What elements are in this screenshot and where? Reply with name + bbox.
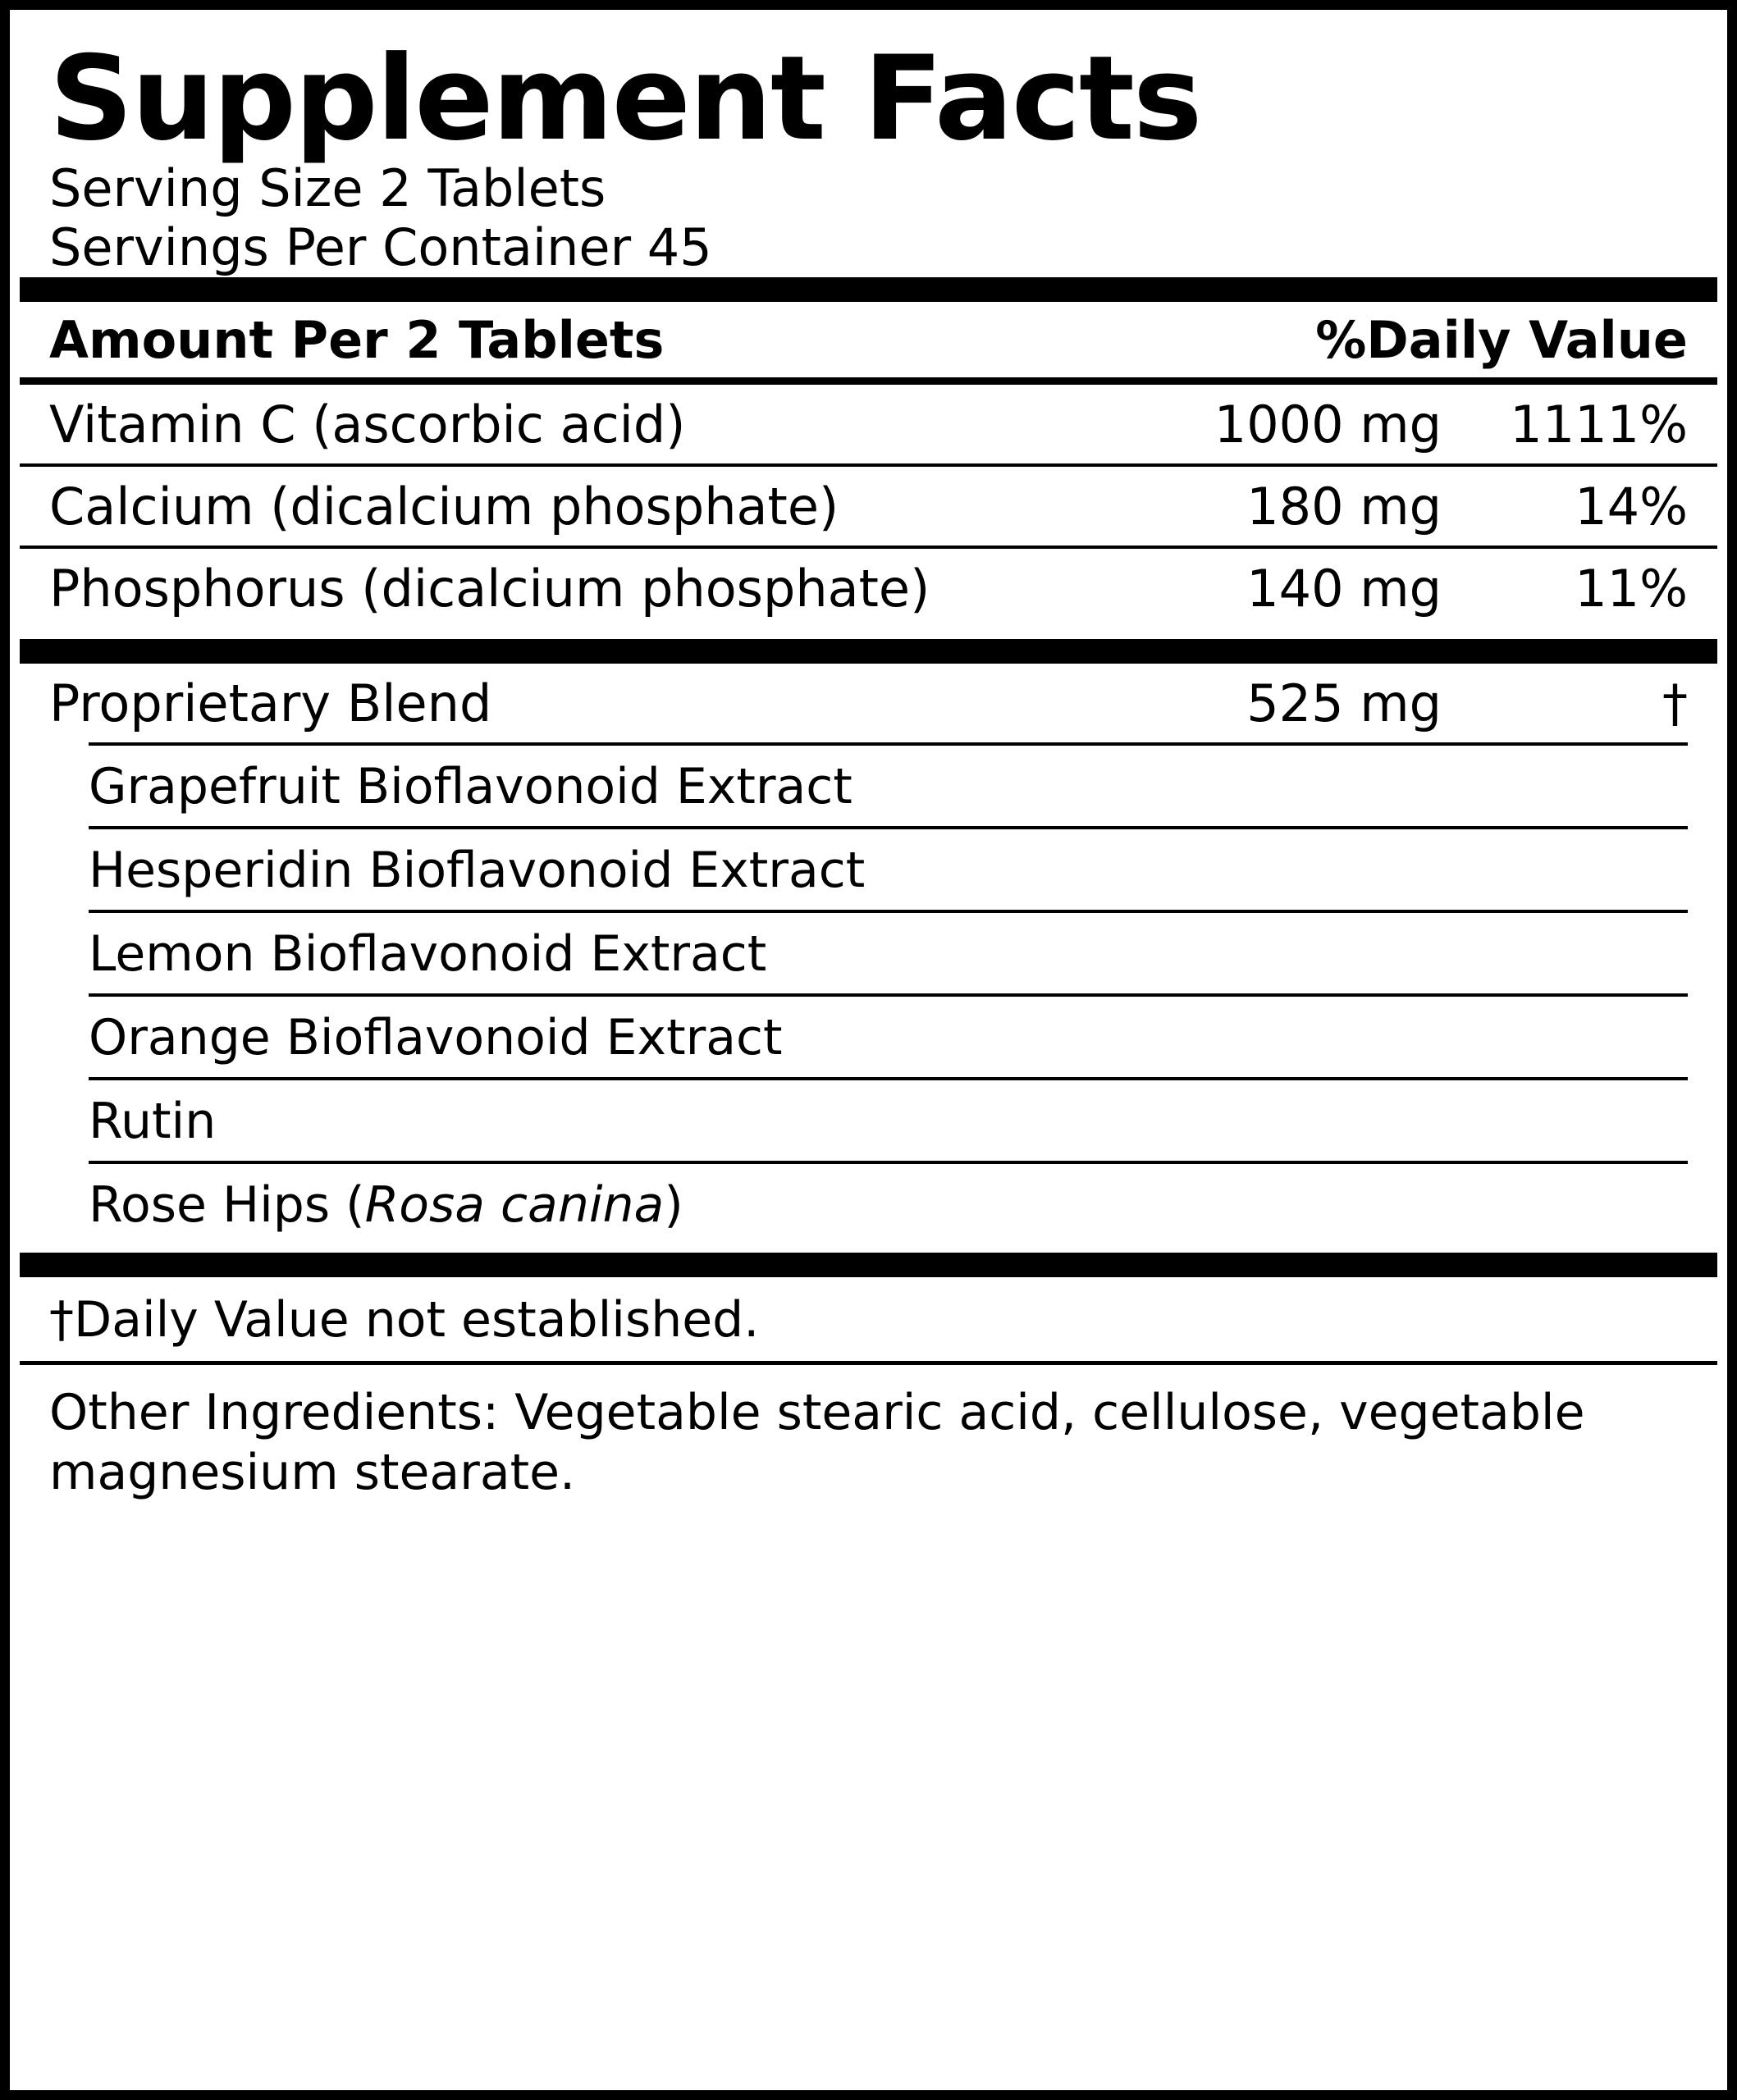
list-item-rose-hips: [89, 1164, 1688, 1244]
table-row: [49, 385, 1688, 463]
nutrient-dv: 1111%: [1510, 394, 1688, 454]
blend-name: Proprietary Blend: [49, 673, 492, 733]
list-item: Grapefruit Bioflavonoid Extract: [89, 757, 853, 815]
nutrient-amount: 180 mg: [1246, 476, 1442, 536]
footnote: †Daily Value not established.: [49, 1290, 760, 1349]
rose-hips-latin-name: Rosa canina: [364, 1176, 665, 1234]
table-header-row: [49, 302, 1688, 377]
list-item: Lemon Bioflavonoid Extract: [89, 924, 767, 983]
list-item: Rutin: [89, 1092, 217, 1150]
divider-thick-footnote: [20, 1253, 1717, 1277]
table-row: [49, 549, 1688, 628]
divider-thick-blend: [20, 639, 1717, 664]
other-ingredients: Other Ingredients: Vegetable stearic acid, cellulose, vegetable magnesium stearate.: [49, 1383, 1585, 1501]
nutrient-name: Calcium (dicalcium phosphate): [49, 476, 839, 536]
list-item: Orange Bioflavonoid Extract: [89, 1008, 783, 1066]
nutrient-name: Vitamin C (ascorbic acid): [49, 394, 686, 454]
nutrient-dv: 14%: [1575, 476, 1688, 536]
serving-size: Serving Size 2 Tablets: [49, 158, 606, 218]
blend-dv: †: [1662, 673, 1688, 733]
nutrient-dv: 11%: [1575, 558, 1688, 619]
supplement-facts-inner: [10, 10, 1727, 1503]
table-row: [49, 467, 1688, 546]
blend-amount: 525 mg: [1246, 673, 1442, 733]
nutrient-amount: 1000 mg: [1214, 394, 1442, 454]
servings-per-container: Servings Per Container 45: [49, 217, 712, 277]
page-title: Supplement Facts: [49, 31, 1201, 167]
list-item: Hesperidin Bioflavonoid Extract: [89, 841, 866, 899]
proprietary-blend-row: [49, 664, 1688, 742]
rose-hips-prefix: Rose Hips (: [89, 1176, 365, 1234]
nutrient-name: Phosphorus (dicalcium phosphate): [49, 558, 930, 619]
rose-hips-suffix: ): [664, 1176, 683, 1234]
nutrient-amount: 140 mg: [1246, 558, 1442, 619]
daily-value-header: %Daily Value: [1315, 309, 1688, 370]
divider-thick-top: [20, 277, 1717, 302]
amount-header: Amount Per 2 Tablets: [49, 309, 665, 370]
divider-under-header: [20, 377, 1717, 385]
blend-ingredient-list: [89, 742, 1688, 1244]
